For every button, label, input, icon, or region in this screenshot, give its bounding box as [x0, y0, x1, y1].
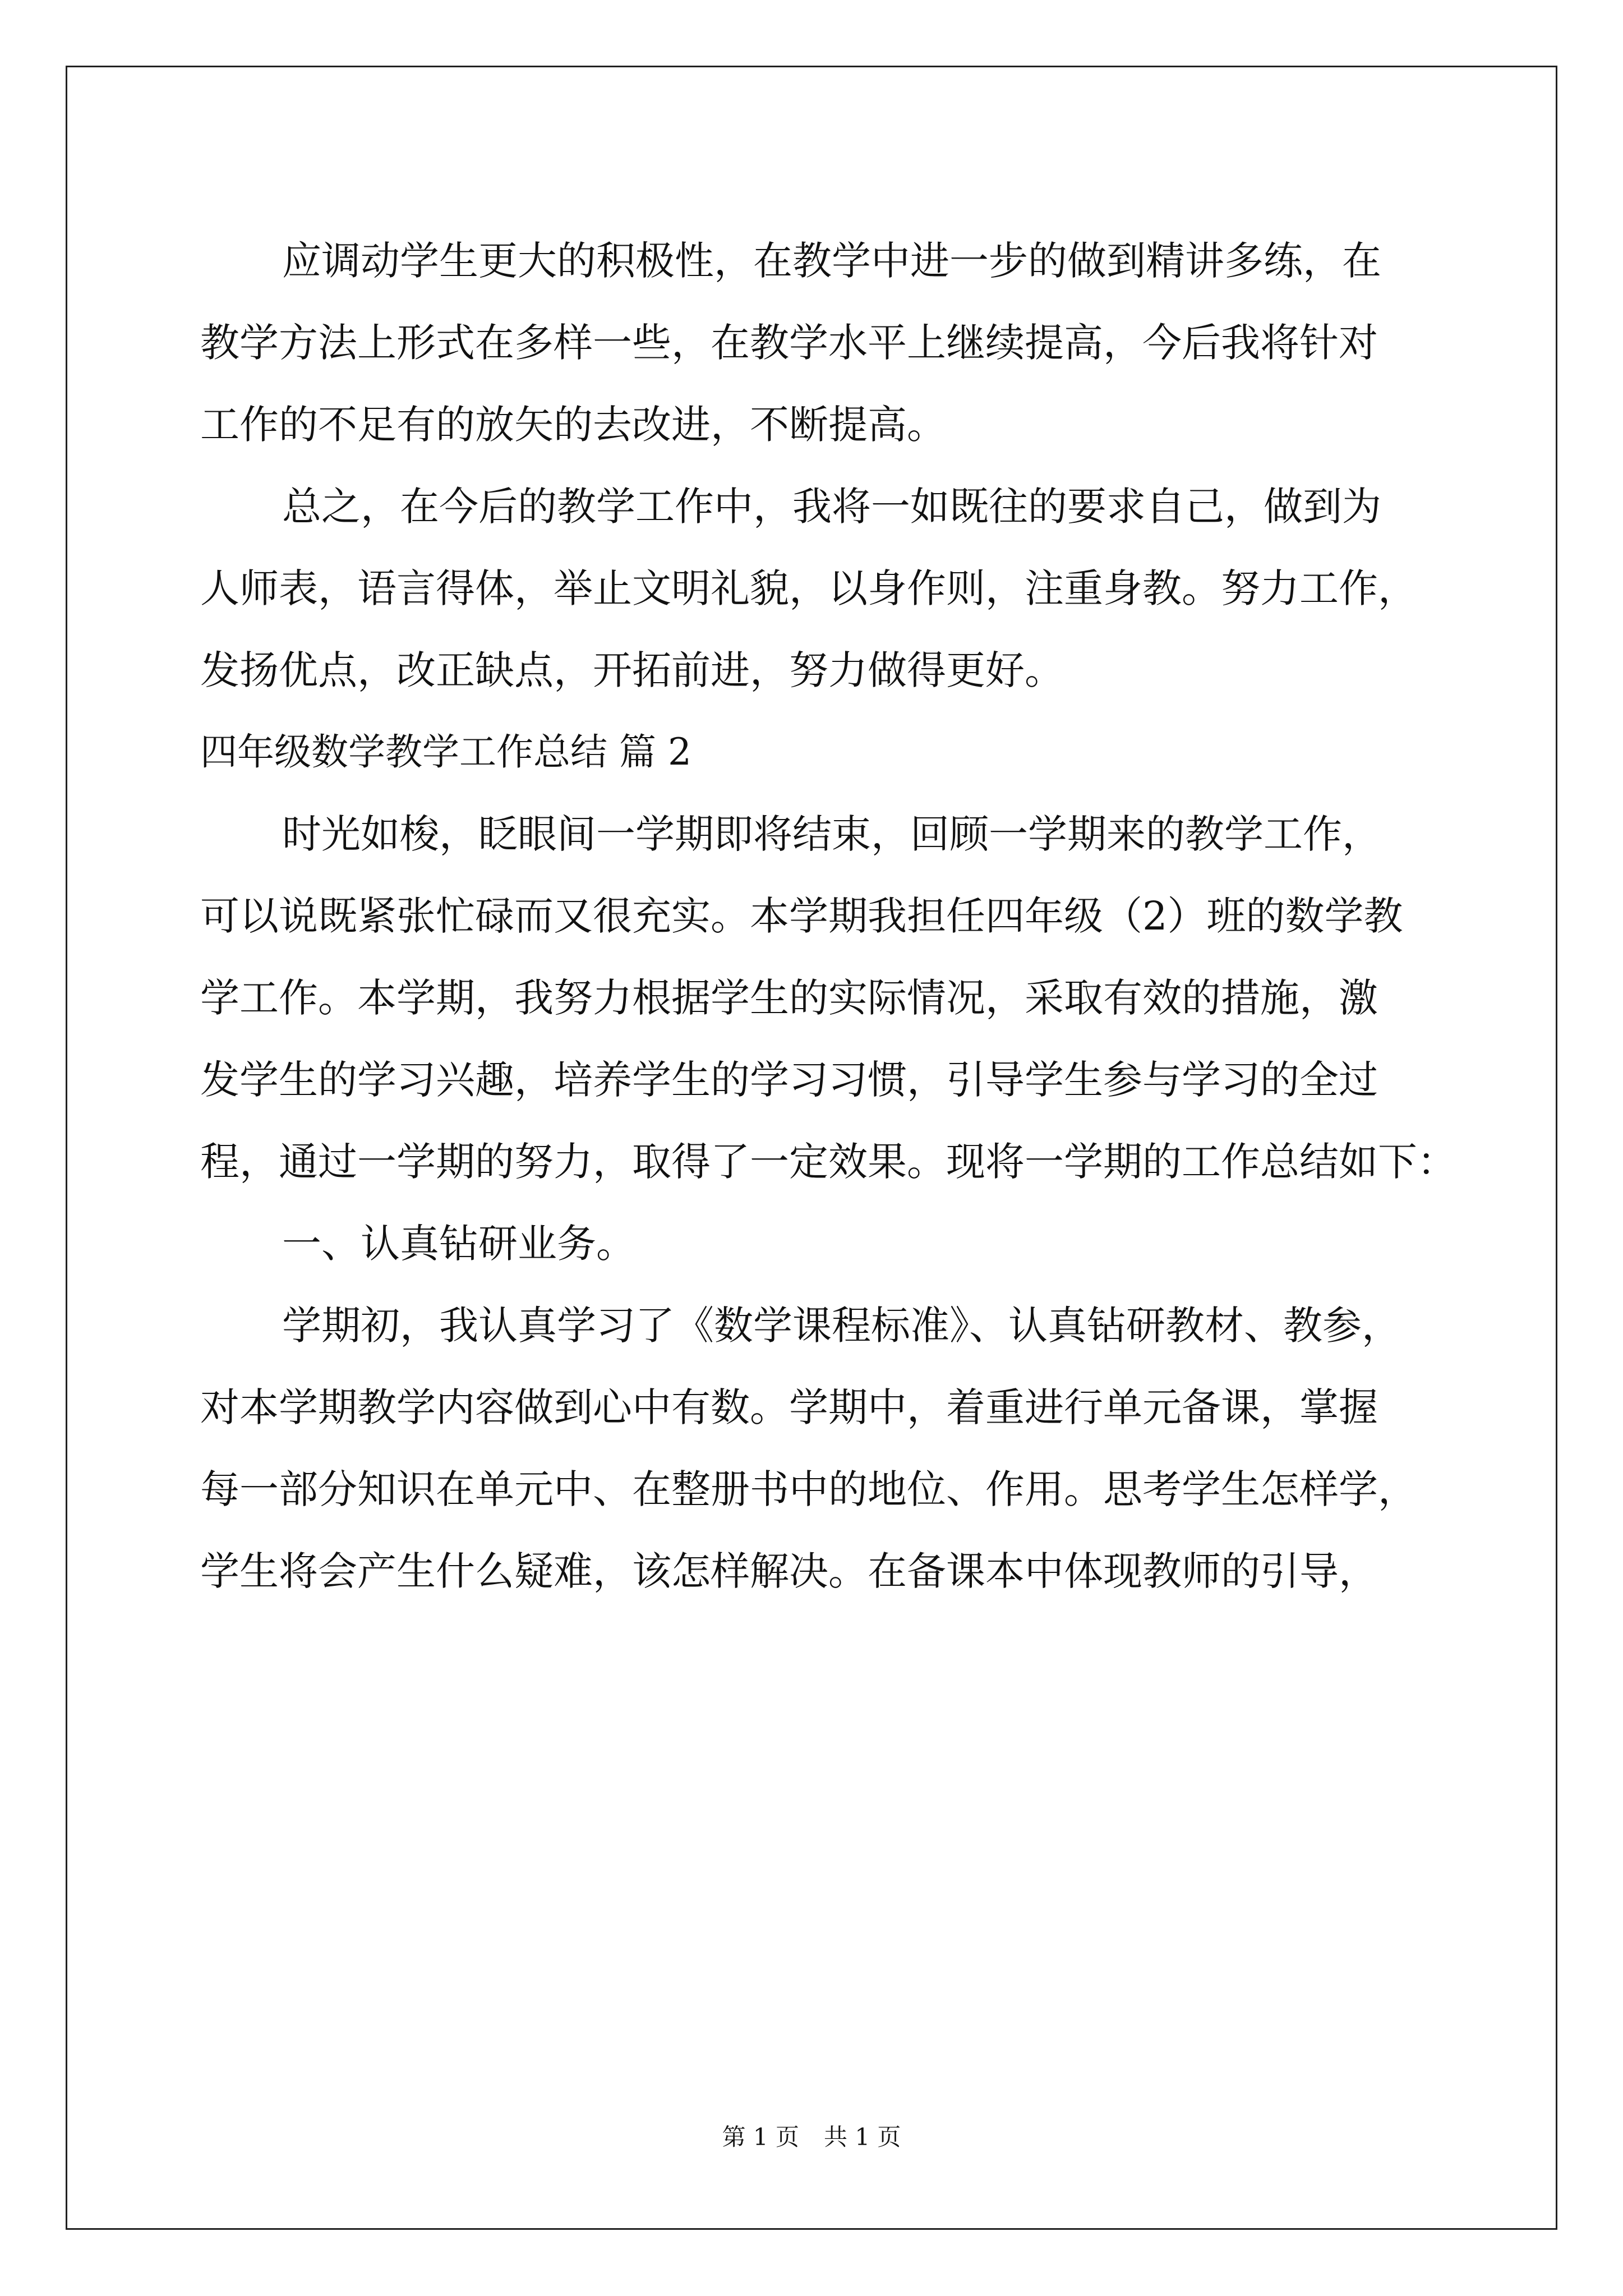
text-line: 发学生的学习兴趣，培养学生的学习习惯，引导学生参与学习的全过 — [200, 1057, 1378, 1103]
paragraph-3 — [200, 793, 1456, 1203]
text-line: 工作的不足有的放矢的去改进，不断提高。 — [200, 402, 946, 448]
page-footer — [0, 2120, 1623, 2154]
paragraph-1 — [200, 220, 1428, 466]
page-number: 第 1 页 — [722, 2123, 799, 2151]
text-line: 学期初，我认真学习了《数学课程标准》、认真钻研教材、教参， — [282, 1303, 1401, 1349]
text-line: 每一部分知识在单元中、在整册书中的地位、作用。思考学生怎样学， — [200, 1466, 1417, 1512]
paragraph-4 — [200, 1203, 1428, 1285]
text-line: 时光如梭，眨眼间一学期即将结束，回顾一学期来的教学工作， — [282, 811, 1381, 857]
page-total: 共 1 页 — [824, 2123, 901, 2151]
text-line: 一、认真钻研业务。 — [282, 1221, 635, 1267]
paragraph-5 — [200, 1285, 1428, 1612]
text-line: 发扬优点，改正缺点，开拓前进，努力做得更好。 — [200, 647, 1064, 693]
text-line: 人师表，语言得体，举止文明礼貌，以身作则，注重身教。努力工作， — [200, 565, 1417, 611]
text-line: 应调动学生更大的积极性，在教学中进一步的做到精讲多练，在 — [282, 238, 1381, 284]
paragraph-2 — [200, 466, 1428, 711]
text-line: 学生将会产生什么疑难，该怎样解决。在备课本中体现教师的引导， — [200, 1548, 1378, 1594]
document-body — [200, 220, 1456, 1612]
text-line: 学工作。本学期，我努力根据学生的实际情况，采取有效的措施，激 — [200, 975, 1378, 1021]
text-line: 对本学期教学内容做到心中有数。学期中，着重进行单元备课，掌握 — [200, 1384, 1378, 1430]
text-line: 总之，在今后的教学工作中，我将一如既往的要求自己，做到为 — [282, 484, 1381, 530]
text-line: 程，通过一学期的努力，取得了一定效果。现将一学期的工作总结如下： — [200, 1139, 1456, 1185]
section-heading: 四年级数学教学工作总结 篇 2 — [200, 730, 691, 774]
text-line: 教学方法上形式在多样一些，在教学水平上继续提高，今后我将针对 — [200, 320, 1378, 366]
text-line: 可以说既紧张忙碌而又很充实。本学期我担任四年级（2）班的数学教 — [200, 893, 1403, 939]
